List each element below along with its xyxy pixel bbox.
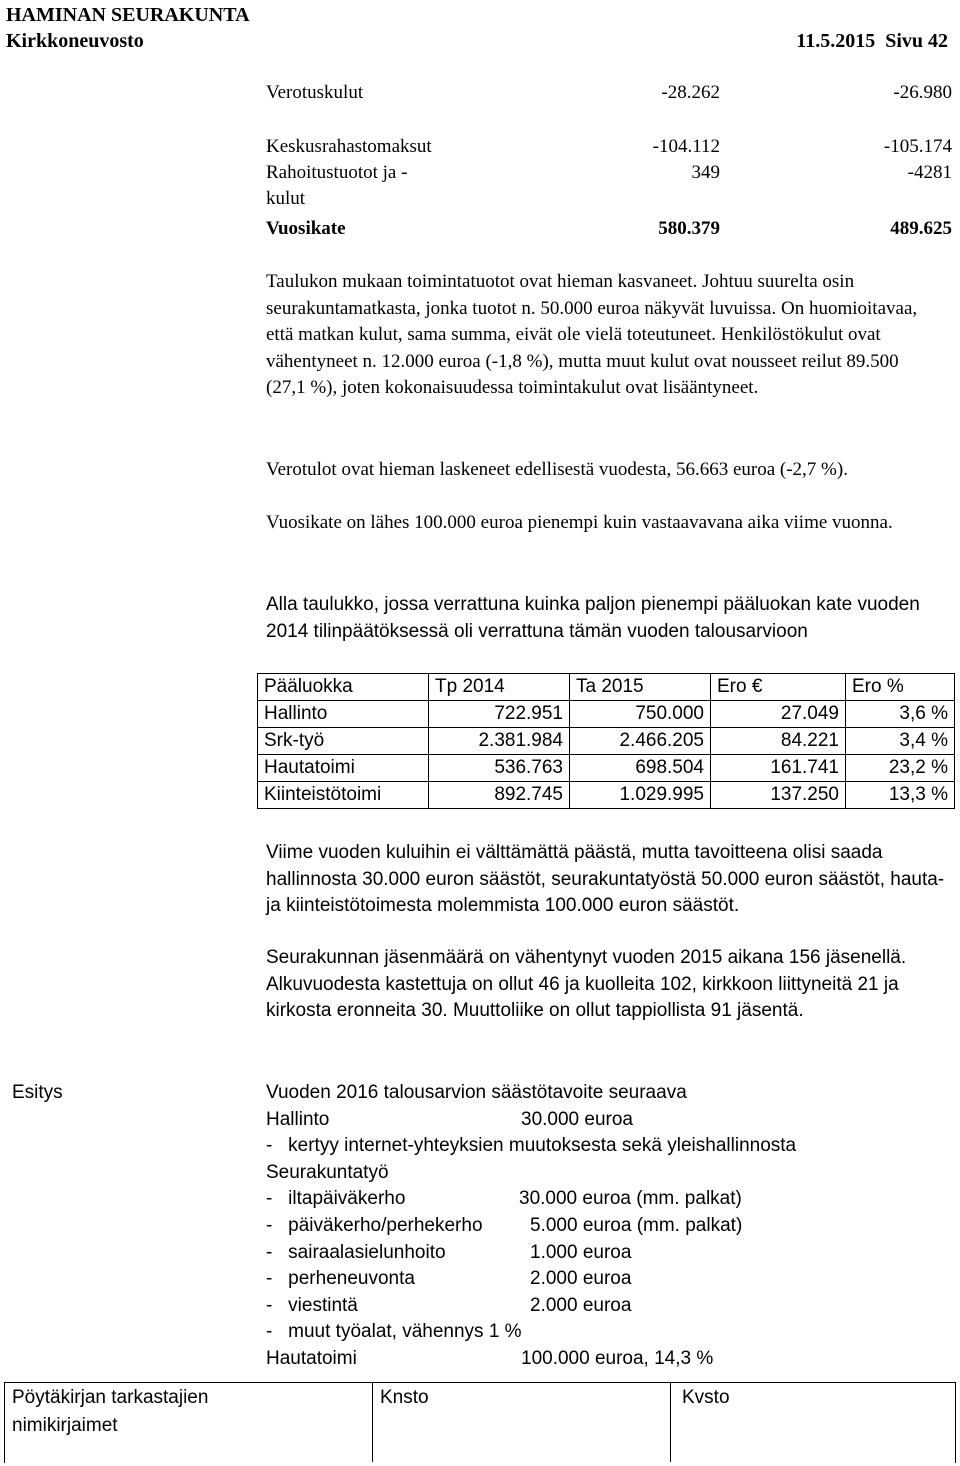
cell: 698.504 <box>570 755 711 782</box>
table-header-row <box>258 674 955 701</box>
list-item <box>266 1160 956 1187</box>
finance-value-2014: -4281 <box>907 162 952 183</box>
finance-label: Rahoitustuotot ja - <box>266 162 408 183</box>
date-page: 11.5.2015 Sivu 42 <box>796 30 948 52</box>
finance-label: Keskusrahastomaksut <box>266 136 432 157</box>
finance-row-total <box>266 216 956 242</box>
body-name: Kirkkoneuvosto <box>6 30 144 52</box>
cell: Srk-työ <box>258 728 429 755</box>
table-row <box>258 782 955 809</box>
cell: 750.000 <box>570 701 711 728</box>
cell: 84.221 <box>711 728 846 755</box>
cell: 13,3 % <box>846 782 955 809</box>
header-cell: Tp 2014 <box>429 674 570 701</box>
tax-paragraph: Verotulot ovat hieman laskeneet edellisestä vuodesta, 56.663 euroa (-2,7 %). <box>266 459 848 480</box>
list-item <box>266 1293 956 1320</box>
header-cell: Ta 2015 <box>570 674 711 701</box>
list-item <box>266 1319 956 1346</box>
surplus-paragraph: Vuosikate on lähes 100.000 euroa pienempi kuin vastaavavana aika viime vuonna. <box>266 512 893 533</box>
finance-value-2015: -104.112 <box>652 136 720 157</box>
table-intro-paragraph: Alla taulukko, jossa verrattuna kuinka paljon pienempi pääluokan kate vuoden 2014 tilinpäätöksessä oli verrattuna tämän vuoden talousarvioon <box>266 594 920 642</box>
finance-row <box>266 160 956 212</box>
esitys-label: Esitys <box>12 1082 63 1103</box>
item-text: Seurakuntatyö <box>266 1161 389 1183</box>
savings-paragraph: Viime vuoden kuluihin ei välttämättä päästä, mutta tavoitteena olisi saada hallinnosta 30.000 euron säästöt, seurakuntatyöstä 50.000 euron säästöt, hauta- ja kiinteistötoimesta molemmista 100.000 euron säästöt. <box>266 842 945 916</box>
finance-label: Verotuskulut <box>266 82 364 103</box>
cell: Kiinteistötoimi <box>258 782 429 809</box>
cell: 892.745 <box>429 782 570 809</box>
signature-divider <box>670 1382 671 1462</box>
signature-divider <box>372 1382 373 1462</box>
list-item <box>266 1346 956 1373</box>
list-item <box>266 1080 956 1107</box>
kvsto-label: Kvsto <box>682 1387 730 1408</box>
cell: 2.381.984 <box>429 728 570 755</box>
finance-value-2014: -26.980 <box>893 82 952 103</box>
item-amount: 2.000 euroa <box>530 1294 632 1316</box>
cell: 137.250 <box>711 782 846 809</box>
cell: 161.741 <box>711 755 846 782</box>
list-item <box>266 1107 956 1134</box>
cell: 2.466.205 <box>570 728 711 755</box>
finance-value-2014: -105.174 <box>883 136 952 157</box>
item-text: - muut työalat, vähennys 1 % <box>266 1321 522 1343</box>
item-amount: 30.000 euroa <box>521 1108 633 1130</box>
cell: 27.049 <box>711 701 846 728</box>
header-cell: Pääluokka <box>258 674 429 701</box>
item-amount: 30.000 euroa (mm. palkat) <box>519 1188 742 1210</box>
finance-value-2014: 489.625 <box>890 218 952 239</box>
finance-row <box>266 134 956 160</box>
membership-paragraph: Seurakunnan jäsenmäärä on vähentynyt vuoden 2015 aikana 156 jäsenellä. Alkuvuodesta kastettuja on ollut 46 ja kuolleita 102, kirkkoon liittyneitä 21 ja kirkosta eronneita 30. Muuttoliike on ollut tappiollista 91 jäsentä. <box>266 947 907 1021</box>
item-text: - päiväkerho/perhekerho <box>266 1214 483 1236</box>
organization-name: HAMINAN SEURAKUNTA <box>6 4 250 26</box>
item-text: - iltapäiväkerho <box>266 1188 406 1210</box>
esitys-list <box>266 1080 956 1373</box>
table-row <box>258 701 955 728</box>
item-text: - sairaalasielunhoito <box>266 1241 446 1263</box>
finance-value-2015: 580.379 <box>658 218 720 239</box>
cell: 722.951 <box>429 701 570 728</box>
cell: Hallinto <box>258 701 429 728</box>
cell: 3,6 % <box>846 701 955 728</box>
cell: 536.763 <box>429 755 570 782</box>
analysis-paragraph: Taulukon mukaan toimintatuotot ovat hieman kasvaneet. Johtuu suurelta osin seurakuntamatkasta, jonka tuotot n. 50.000 euroa näkyvät luvuissa. On huomioitavaa, että matkan kulut, sama summa, eivät ole vielä toteutuneet. Henkilöstökulut ovat vähentyneet n. 12.000 euroa (-1,8 %), mutta muut kulut ovat nousseet reilut 89.500 (27,1 %), joten kokonaisuudessa toimintakulut ovat lisääntyneet. <box>266 271 918 398</box>
item-text: - perheneuvonta <box>266 1268 415 1290</box>
item-text: Hallinto <box>266 1108 330 1130</box>
cell: Hautatoimi <box>258 755 429 782</box>
signatures-label-line: nimikirjaimet <box>12 1415 118 1436</box>
finance-label: Vuosikate <box>266 218 346 239</box>
list-item <box>266 1240 956 1267</box>
cell: 3,4 % <box>846 728 955 755</box>
list-item <box>266 1213 956 1240</box>
item-amount: 2.000 euroa <box>530 1268 632 1290</box>
item-text: - kertyy internet-yhteyksien muutoksesta sekä yleishallinnosta <box>266 1135 797 1157</box>
finance-row <box>266 80 956 106</box>
item-amount: 5.000 euroa (mm. palkat) <box>530 1214 743 1236</box>
finance-value-2015: 349 <box>691 162 720 183</box>
list-item <box>266 1266 956 1293</box>
finance-label-cont: kulut <box>266 188 306 209</box>
item-amount: 100.000 euroa, 14,3 % <box>521 1347 714 1369</box>
table-row <box>258 755 955 782</box>
comparison-table <box>257 673 955 809</box>
item-text: Vuoden 2016 talousarvion säästötavoite seuraava <box>266 1082 687 1103</box>
list-item <box>266 1186 956 1213</box>
header-cell: Ero % <box>846 674 955 701</box>
cell: 23,2 % <box>846 755 955 782</box>
item-text: - viestintä <box>266 1294 358 1316</box>
finance-value-2015: -28.262 <box>661 82 720 103</box>
item-amount: 1.000 euroa <box>530 1241 632 1263</box>
table-row <box>258 728 955 755</box>
signatures-label <box>12 1384 208 1440</box>
signatures-label-line: Pöytäkirjan tarkastajien <box>12 1387 209 1408</box>
knsto-label: Knsto <box>380 1387 429 1408</box>
header-cell: Ero € <box>711 674 846 701</box>
list-item <box>266 1133 956 1160</box>
cell: 1.029.995 <box>570 782 711 809</box>
item-text: Hautatoimi <box>266 1347 357 1369</box>
